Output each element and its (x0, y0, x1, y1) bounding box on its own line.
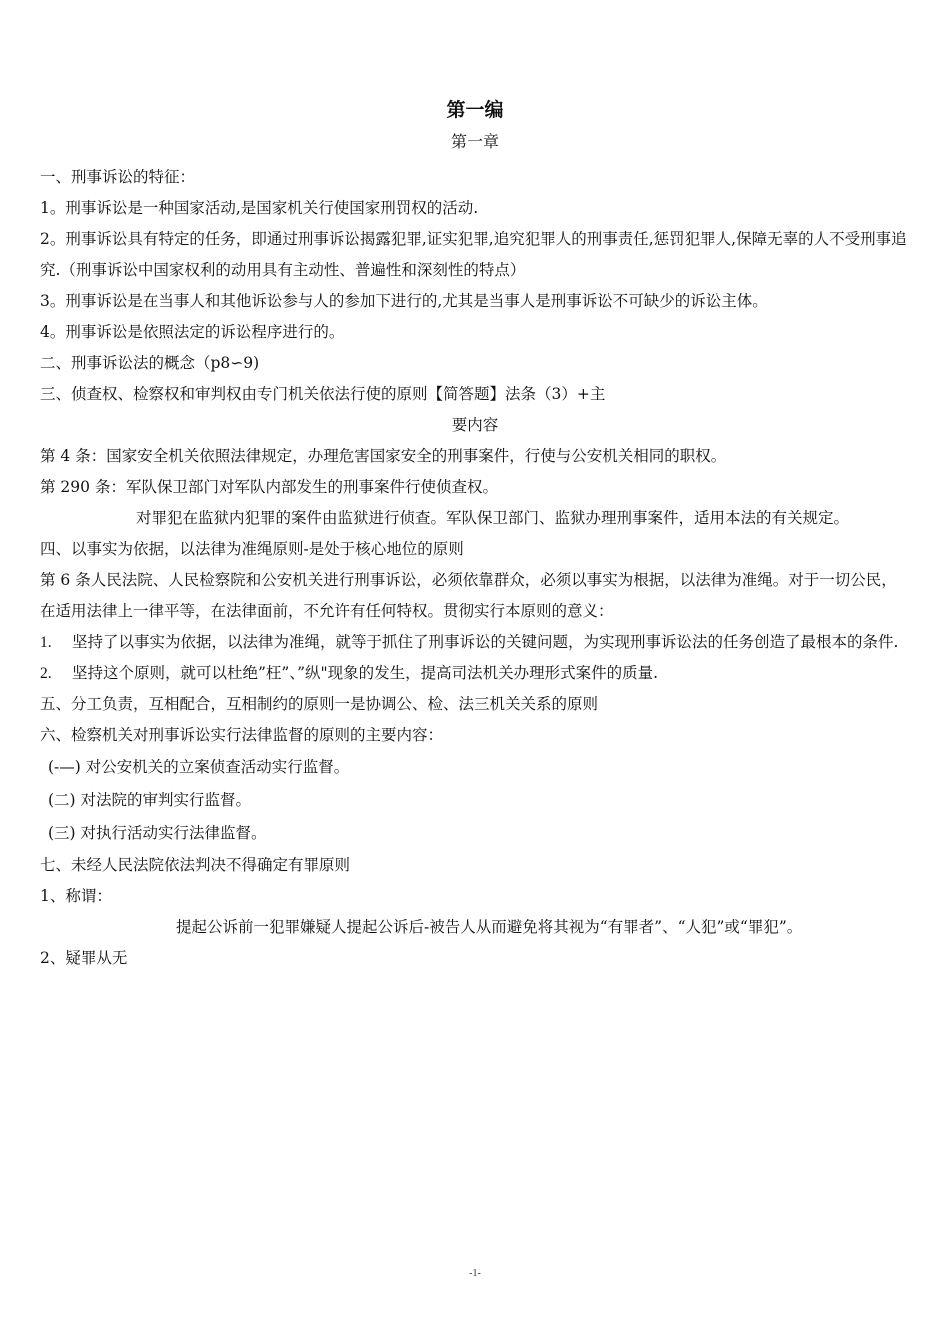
section-heading-1: 一、刑事诉讼的特征： (40, 168, 196, 186)
document-body (40, 96, 910, 974)
paragraph-item-3: 3。刑事诉讼是在当事人和其他诉讼参与人的参加下进行的,尤其是当事人是刑事诉讼不可缺少的诉讼主体。 (40, 292, 768, 310)
supervision-item-1: (-—) 对公安机关的立案侦查活动实行监督。 (48, 758, 350, 776)
law-article-6: 第 6 条人民法院、人民检察院和公安机关进行刑事诉讼，必须依靠群众，必须以事实为根据，以法律为准绳。对于一切公民，在适用法律上一律平等，在法律面前，不允许有任何特权。贯彻实行本原则的意义： (40, 571, 897, 620)
chapter-title: 第一章 (450, 132, 499, 151)
part-title: 第一编 (446, 99, 504, 121)
item-text: 坚持了以事实为依据，以法律为准绳，就等于抓住了刑事诉讼的关键问题，为实现刑事诉讼法的任务创造了最根本的条件. (72, 633, 899, 651)
section-heading-3-continued: 要内容 (451, 416, 499, 434)
subsection-1: 1、称谓： (40, 887, 112, 905)
paragraph-item-2: 2。刑事诉讼具有特定的任务，即通过刑事诉讼揭露犯罪,证实犯罪,追究犯罪人的刑事责任,惩罚犯罪人,保障无辜的人不受刑事追究.（刑事诉讼中国家权利的动用具有主动性、普遍性和深刻性的特点） (40, 230, 907, 279)
section-heading-3: 三、侦查权、检察权和审判权由专门机关依法行使的原则【简答题】法条（3）+主 (40, 385, 606, 403)
item-number: 2. (40, 665, 52, 682)
section-heading-4: 四、以事实为依据，以法律为准绳原则-是处于核心地位的原则 (40, 540, 464, 558)
item-text: 坚持这个原则，就可以杜绝”枉”、”纵"现象的发生，提高司法机关办理形式案件的质量. (72, 664, 659, 682)
section-heading-2: 二、刑事诉讼法的概念（p8∽9) (40, 354, 260, 372)
law-article-290-continued: 对罪犯在监狱内犯罪的案件由监狱进行侦查。军队保卫部门、监狱办理刑事案件，适用本法的有关规定。 (136, 509, 850, 527)
subsection-1-text: 提起公诉前一犯罪嫌疑人提起公诉后-被告人从而避免将其视为“有罪者”、“人犯”或“罪犯”。 (176, 918, 803, 936)
section-heading-7: 七、未经人民法院依法判决不得确定有罪原则 (40, 856, 351, 874)
section-heading-6: 六、检察机关对刑事诉讼实行法律监督的原则的主要内容： (40, 726, 444, 744)
significance-item-2 (40, 658, 910, 689)
page-number: -1- (469, 1268, 481, 1279)
law-article-290: 第 290 条：军队保卫部门对军队内部发生的刑事案件行使侦查权。 (40, 478, 498, 496)
supervision-item-2: (二) 对法院的审判实行监督。 (48, 791, 252, 809)
section-heading-5: 五、分工负责，互相配合，互相制约的原则一是协调公、检、法三机关关系的原则 (40, 695, 599, 713)
law-article-4: 第 4 条：国家安全机关依照法律规定，办理危害国家安全的刑事案件，行使与公安机关相同的职权。 (40, 447, 727, 465)
subsection-2: 2、疑罪从无 (40, 949, 128, 967)
item-number: 1. (40, 634, 52, 651)
supervision-item-3: (三) 对执行活动实行法律监督。 (48, 824, 267, 842)
paragraph-item-4: 4。刑事诉讼是依照法定的诉讼程序进行的。 (40, 323, 345, 341)
paragraph-item-1: 1。刑事诉讼是一种国家活动,是国家机关行使国家刑罚权的活动. (40, 199, 479, 217)
significance-item-1 (40, 627, 910, 658)
